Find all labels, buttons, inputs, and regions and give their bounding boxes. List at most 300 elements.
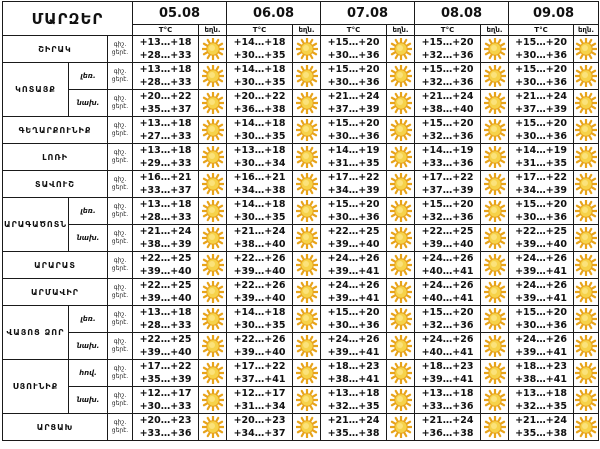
weather-cell bbox=[574, 63, 599, 90]
subregion-label: հով. bbox=[69, 360, 108, 387]
day-temp: +32…+35 bbox=[515, 401, 567, 412]
subregion-label: նախ. bbox=[69, 90, 108, 117]
night-temp: +13…+18 bbox=[139, 145, 192, 156]
weather-cell bbox=[199, 333, 227, 360]
table-row bbox=[3, 198, 599, 225]
time-labels bbox=[108, 225, 133, 252]
sunny-icon bbox=[202, 201, 224, 220]
sunny-icon bbox=[575, 336, 597, 355]
region-name: ԱՐԱՐԱՏ bbox=[3, 252, 108, 279]
sunny-icon bbox=[390, 174, 412, 193]
day-temp: +35…+38 bbox=[327, 428, 380, 439]
weather-cell bbox=[574, 36, 599, 63]
region-name: ԱՐԱԳԱԾՈՏՆ bbox=[3, 198, 69, 252]
sunny-icon bbox=[484, 336, 506, 355]
night-temp: +13…+18 bbox=[233, 145, 286, 156]
night-temp: +22…+26 bbox=[233, 280, 286, 291]
time-labels bbox=[108, 387, 133, 414]
weather-cell bbox=[387, 171, 415, 198]
temperature-cell bbox=[509, 414, 574, 441]
night-temp: +15…+20 bbox=[421, 64, 474, 75]
night-temp: +18…+23 bbox=[327, 361, 380, 372]
temperature-cell bbox=[415, 360, 481, 387]
night-temp: +20…+23 bbox=[139, 415, 192, 426]
night-label: գիշ. bbox=[113, 419, 127, 426]
weather-cell bbox=[574, 387, 599, 414]
temperature-cell bbox=[227, 333, 293, 360]
temperature-cell bbox=[321, 36, 387, 63]
night-temp: +15…+20 bbox=[327, 307, 380, 318]
sunny-icon bbox=[296, 336, 318, 355]
night-label: գիշ. bbox=[113, 176, 127, 183]
day-label: ցերէ. bbox=[111, 427, 129, 434]
night-label: գիշ. bbox=[113, 149, 127, 156]
temperature-cell bbox=[133, 414, 199, 441]
table-row bbox=[3, 225, 599, 252]
table-row bbox=[3, 360, 599, 387]
weather-cell bbox=[481, 252, 509, 279]
sunny-icon bbox=[296, 174, 318, 193]
night-temp: +22…+25 bbox=[515, 226, 567, 237]
night-temp: +21…+24 bbox=[515, 415, 567, 426]
day-label: ցերէ. bbox=[111, 400, 129, 407]
temperature-cell bbox=[321, 63, 387, 90]
weather-col-header: եղն. bbox=[574, 25, 599, 36]
night-temp: +15…+20 bbox=[421, 118, 474, 129]
sunny-icon bbox=[390, 228, 412, 247]
temperature-cell bbox=[509, 387, 574, 414]
night-temp: +24…+26 bbox=[421, 253, 474, 264]
day-label: ցերէ. bbox=[111, 103, 129, 110]
day-temp: +32…+35 bbox=[327, 401, 380, 412]
region-name: ԼՈՌԻ bbox=[3, 144, 108, 171]
region-name: ԱՐՄԱՎԻՐ bbox=[3, 279, 108, 306]
weather-cell bbox=[481, 225, 509, 252]
day-temp: +30…+35 bbox=[233, 77, 286, 88]
weather-col-header: եղն. bbox=[387, 25, 415, 36]
sunny-icon bbox=[296, 390, 318, 409]
temperature-cell bbox=[227, 225, 293, 252]
table-row bbox=[3, 333, 599, 360]
day-label: ցերէ. bbox=[111, 184, 129, 191]
night-label: գիշ. bbox=[113, 95, 127, 102]
temperature-cell bbox=[509, 252, 574, 279]
day-temp: +30…+35 bbox=[233, 320, 286, 331]
sunny-icon bbox=[484, 282, 506, 301]
sunny-icon bbox=[202, 417, 224, 436]
day-temp: +34…+39 bbox=[515, 185, 567, 196]
night-temp: +14…+18 bbox=[233, 118, 286, 129]
weather-cell bbox=[293, 90, 321, 117]
sunny-icon bbox=[484, 174, 506, 193]
weather-cell bbox=[481, 171, 509, 198]
time-labels bbox=[108, 333, 133, 360]
sunny-icon bbox=[390, 363, 412, 382]
night-temp: +15…+20 bbox=[327, 64, 380, 75]
time-labels bbox=[108, 414, 133, 441]
region-name: ՇԻՐԱԿ bbox=[3, 36, 108, 63]
weather-cell bbox=[387, 414, 415, 441]
temperature-cell bbox=[415, 63, 481, 90]
date-header: 09.08 bbox=[509, 2, 599, 25]
night-temp: +24…+26 bbox=[327, 334, 380, 345]
weather-cell bbox=[387, 90, 415, 117]
sunny-icon bbox=[202, 66, 224, 85]
temperature-cell bbox=[415, 414, 481, 441]
table-row bbox=[3, 117, 599, 144]
night-label: գիշ. bbox=[113, 257, 127, 264]
day-label: ցերէ. bbox=[111, 76, 129, 83]
night-temp: +15…+20 bbox=[421, 37, 474, 48]
temperature-cell bbox=[227, 36, 293, 63]
time-labels bbox=[108, 90, 133, 117]
night-temp: +18…+23 bbox=[515, 361, 567, 372]
sunny-icon bbox=[202, 336, 224, 355]
subregion-label: նախ. bbox=[69, 225, 108, 252]
temperature-cell bbox=[227, 360, 293, 387]
day-temp: +39…+41 bbox=[515, 293, 567, 304]
weather-cell bbox=[481, 387, 509, 414]
day-temp: +37…+39 bbox=[515, 104, 567, 115]
night-temp: +14…+19 bbox=[515, 145, 567, 156]
night-temp: +17…+22 bbox=[327, 172, 380, 183]
weather-col-header: եղն. bbox=[293, 25, 321, 36]
weather-cell bbox=[199, 171, 227, 198]
temperature-cell bbox=[415, 117, 481, 144]
night-temp: +13…+18 bbox=[139, 118, 192, 129]
weather-cell bbox=[293, 117, 321, 144]
day-temp: +32…+36 bbox=[421, 77, 474, 88]
sunny-icon bbox=[575, 363, 597, 382]
weather-cell bbox=[293, 198, 321, 225]
sunny-icon bbox=[575, 120, 597, 139]
region-name: ԱՐՑԱԽ bbox=[3, 414, 108, 441]
night-temp: +22…+25 bbox=[139, 280, 192, 291]
table-row bbox=[3, 414, 599, 441]
night-temp: +17…+22 bbox=[421, 172, 474, 183]
night-temp: +21…+24 bbox=[421, 91, 474, 102]
weather-cell bbox=[199, 144, 227, 171]
temperature-cell bbox=[321, 144, 387, 171]
day-label: ցերէ. bbox=[111, 211, 129, 218]
day-temp: +40…+41 bbox=[421, 293, 474, 304]
weather-cell bbox=[293, 63, 321, 90]
forecast-body bbox=[3, 36, 599, 441]
sunny-icon bbox=[484, 255, 506, 274]
night-temp: +15…+20 bbox=[515, 118, 567, 129]
sunny-icon bbox=[202, 147, 224, 166]
night-temp: +17…+22 bbox=[233, 361, 286, 372]
temperature-cell bbox=[227, 144, 293, 171]
temperature-cell bbox=[415, 252, 481, 279]
day-temp: +38…+41 bbox=[515, 374, 567, 385]
day-label: ցերէ. bbox=[111, 238, 129, 245]
sunny-icon bbox=[484, 363, 506, 382]
weather-cell bbox=[574, 171, 599, 198]
night-temp: +24…+26 bbox=[421, 280, 474, 291]
sunny-icon bbox=[390, 417, 412, 436]
weather-cell bbox=[387, 36, 415, 63]
day-temp: +30…+36 bbox=[515, 50, 567, 61]
sunny-icon bbox=[575, 309, 597, 328]
sunny-icon bbox=[390, 255, 412, 274]
night-temp: +14…+19 bbox=[327, 145, 380, 156]
weather-cell bbox=[293, 306, 321, 333]
sunny-icon bbox=[575, 282, 597, 301]
temp-col-header: T°C bbox=[321, 25, 387, 36]
sunny-icon bbox=[484, 147, 506, 166]
weather-cell bbox=[481, 117, 509, 144]
time-labels bbox=[108, 198, 133, 225]
night-temp: +13…+18 bbox=[139, 64, 192, 75]
temperature-cell bbox=[509, 306, 574, 333]
weather-cell bbox=[199, 117, 227, 144]
temperature-cell bbox=[509, 144, 574, 171]
sunny-icon bbox=[296, 363, 318, 382]
night-label: գիշ. bbox=[113, 68, 127, 75]
weather-cell bbox=[293, 333, 321, 360]
day-temp: +37…+39 bbox=[327, 104, 380, 115]
sunny-icon bbox=[484, 120, 506, 139]
temperature-cell bbox=[509, 117, 574, 144]
temperature-cell bbox=[415, 333, 481, 360]
night-temp: +15…+20 bbox=[327, 37, 380, 48]
night-temp: +14…+18 bbox=[233, 199, 286, 210]
sunny-icon bbox=[575, 147, 597, 166]
weather-cell bbox=[481, 36, 509, 63]
sunny-icon bbox=[484, 309, 506, 328]
sunny-icon bbox=[202, 282, 224, 301]
night-temp: +24…+26 bbox=[327, 253, 380, 264]
night-temp: +14…+18 bbox=[233, 64, 286, 75]
day-temp: +39…+40 bbox=[421, 239, 474, 250]
sunny-icon bbox=[575, 201, 597, 220]
sunny-icon bbox=[296, 417, 318, 436]
temperature-cell bbox=[415, 36, 481, 63]
temperature-cell bbox=[227, 63, 293, 90]
weather-cell bbox=[293, 252, 321, 279]
day-temp: +35…+39 bbox=[139, 374, 192, 385]
night-temp: +24…+26 bbox=[515, 280, 567, 291]
day-label: ցերէ. bbox=[111, 346, 129, 353]
temperature-cell bbox=[227, 414, 293, 441]
night-temp: +22…+26 bbox=[233, 334, 286, 345]
night-temp: +14…+18 bbox=[233, 37, 286, 48]
sunny-icon bbox=[390, 201, 412, 220]
sunny-icon bbox=[484, 228, 506, 247]
night-temp: +24…+26 bbox=[515, 334, 567, 345]
weather-cell bbox=[199, 414, 227, 441]
day-temp: +30…+33 bbox=[139, 401, 192, 412]
weather-cell bbox=[293, 387, 321, 414]
temp-col-header: T°C bbox=[133, 25, 199, 36]
temperature-cell bbox=[133, 333, 199, 360]
day-temp: +39…+41 bbox=[327, 347, 380, 358]
night-label: գիշ. bbox=[113, 203, 127, 210]
day-temp: +38…+40 bbox=[421, 104, 474, 115]
weather-cell bbox=[574, 225, 599, 252]
day-temp: +30…+36 bbox=[327, 131, 380, 142]
day-temp: +30…+35 bbox=[233, 131, 286, 142]
day-temp: +30…+36 bbox=[515, 212, 567, 223]
sunny-icon bbox=[575, 255, 597, 274]
weather-cell bbox=[481, 279, 509, 306]
night-temp: +21…+24 bbox=[327, 91, 380, 102]
day-label: ցերէ. bbox=[111, 130, 129, 137]
weather-cell bbox=[293, 171, 321, 198]
weather-cell bbox=[481, 144, 509, 171]
temperature-cell bbox=[509, 171, 574, 198]
weather-cell bbox=[574, 360, 599, 387]
weather-cell bbox=[574, 90, 599, 117]
sunny-icon bbox=[484, 417, 506, 436]
night-temp: +12…+17 bbox=[139, 388, 192, 399]
weather-cell bbox=[574, 252, 599, 279]
sunny-icon bbox=[484, 390, 506, 409]
day-label: ցերէ. bbox=[111, 49, 129, 56]
sunny-icon bbox=[575, 93, 597, 112]
temperature-cell bbox=[509, 279, 574, 306]
temperature-cell bbox=[133, 306, 199, 333]
day-temp: +32…+36 bbox=[421, 50, 474, 61]
day-temp: +38…+39 bbox=[139, 239, 192, 250]
temperature-cell bbox=[509, 333, 574, 360]
day-temp: +39…+40 bbox=[139, 347, 192, 358]
temperature-cell bbox=[321, 387, 387, 414]
temperature-cell bbox=[509, 225, 574, 252]
day-temp: +39…+41 bbox=[421, 374, 474, 385]
night-temp: +18…+23 bbox=[421, 361, 474, 372]
sunny-icon bbox=[390, 93, 412, 112]
night-temp: +20…+22 bbox=[139, 91, 192, 102]
table-row bbox=[3, 63, 599, 90]
night-temp: +21…+24 bbox=[233, 226, 286, 237]
temperature-cell bbox=[133, 36, 199, 63]
temperature-cell bbox=[133, 387, 199, 414]
temperature-cell bbox=[321, 414, 387, 441]
weather-cell bbox=[199, 36, 227, 63]
night-temp: +24…+26 bbox=[421, 334, 474, 345]
subregion-label: նախ. bbox=[69, 387, 108, 414]
weather-cell bbox=[387, 63, 415, 90]
subregion-label: լեռ. bbox=[69, 306, 108, 333]
temp-col-header: T°C bbox=[415, 25, 481, 36]
table-row bbox=[3, 387, 599, 414]
time-labels bbox=[108, 279, 133, 306]
day-temp: +35…+37 bbox=[139, 104, 192, 115]
sunny-icon bbox=[484, 66, 506, 85]
temp-col-header: T°C bbox=[227, 25, 293, 36]
night-temp: +17…+22 bbox=[139, 361, 192, 372]
sunny-icon bbox=[575, 66, 597, 85]
temperature-cell bbox=[227, 279, 293, 306]
night-label: գիշ. bbox=[113, 392, 127, 399]
day-temp: +37…+41 bbox=[233, 374, 286, 385]
region-name: ՏԱՎՈՒՇ bbox=[3, 171, 108, 198]
day-temp: +28…+33 bbox=[139, 320, 192, 331]
weather-cell bbox=[481, 63, 509, 90]
sunny-icon bbox=[202, 363, 224, 382]
day-temp: +33…+36 bbox=[139, 428, 192, 439]
night-temp: +16…+21 bbox=[139, 172, 192, 183]
day-temp: +39…+40 bbox=[233, 347, 286, 358]
weather-cell bbox=[481, 198, 509, 225]
temperature-cell bbox=[509, 90, 574, 117]
weather-cell bbox=[481, 414, 509, 441]
day-temp: +40…+41 bbox=[421, 266, 474, 277]
sunny-icon bbox=[202, 228, 224, 247]
sunny-icon bbox=[296, 120, 318, 139]
night-temp: +21…+24 bbox=[515, 91, 567, 102]
day-temp: +28…+33 bbox=[139, 50, 192, 61]
weather-cell bbox=[387, 387, 415, 414]
weather-cell bbox=[293, 36, 321, 63]
day-temp: +37…+39 bbox=[421, 185, 474, 196]
night-temp: +20…+22 bbox=[233, 91, 286, 102]
night-label: գիշ. bbox=[113, 41, 127, 48]
time-labels bbox=[108, 36, 133, 63]
day-temp: +30…+34 bbox=[233, 158, 286, 169]
table-row bbox=[3, 252, 599, 279]
subregion-label: լեռ. bbox=[69, 198, 108, 225]
subregion-label: նախ. bbox=[69, 333, 108, 360]
night-temp: +22…+25 bbox=[421, 226, 474, 237]
temperature-cell bbox=[321, 360, 387, 387]
table-row bbox=[3, 90, 599, 117]
day-temp: +34…+39 bbox=[327, 185, 380, 196]
time-labels bbox=[108, 252, 133, 279]
temperature-cell bbox=[133, 63, 199, 90]
sunny-icon bbox=[202, 174, 224, 193]
sunny-icon bbox=[202, 39, 224, 58]
day-temp: +39…+40 bbox=[515, 239, 567, 250]
sunny-icon bbox=[296, 93, 318, 112]
temperature-cell bbox=[227, 171, 293, 198]
night-temp: +20…+23 bbox=[233, 415, 286, 426]
day-temp: +34…+37 bbox=[233, 428, 286, 439]
temperature-cell bbox=[133, 252, 199, 279]
weather-cell bbox=[199, 306, 227, 333]
forecast-table bbox=[2, 1, 599, 441]
day-label: ցերէ. bbox=[111, 265, 129, 272]
sunny-icon bbox=[202, 309, 224, 328]
weather-cell bbox=[574, 279, 599, 306]
temperature-cell bbox=[227, 306, 293, 333]
day-temp: +36…+38 bbox=[421, 428, 474, 439]
day-temp: +36…+38 bbox=[233, 104, 286, 115]
temperature-cell bbox=[415, 225, 481, 252]
weather-cell bbox=[574, 306, 599, 333]
weather-cell bbox=[387, 144, 415, 171]
day-temp: +30…+36 bbox=[327, 320, 380, 331]
weather-cell bbox=[199, 360, 227, 387]
weather-cell bbox=[199, 387, 227, 414]
time-labels bbox=[108, 171, 133, 198]
day-temp: +39…+41 bbox=[327, 293, 380, 304]
night-temp: +13…+18 bbox=[421, 388, 474, 399]
day-temp: +30…+36 bbox=[327, 212, 380, 223]
day-temp: +31…+34 bbox=[233, 401, 286, 412]
weather-cell bbox=[387, 198, 415, 225]
sunny-icon bbox=[575, 417, 597, 436]
night-temp: +21…+24 bbox=[139, 226, 192, 237]
weather-cell bbox=[574, 414, 599, 441]
day-temp: +30…+36 bbox=[327, 50, 380, 61]
sunny-icon bbox=[390, 282, 412, 301]
night-temp: +15…+20 bbox=[515, 64, 567, 75]
day-label: ցերէ. bbox=[111, 373, 129, 380]
temperature-cell bbox=[321, 306, 387, 333]
